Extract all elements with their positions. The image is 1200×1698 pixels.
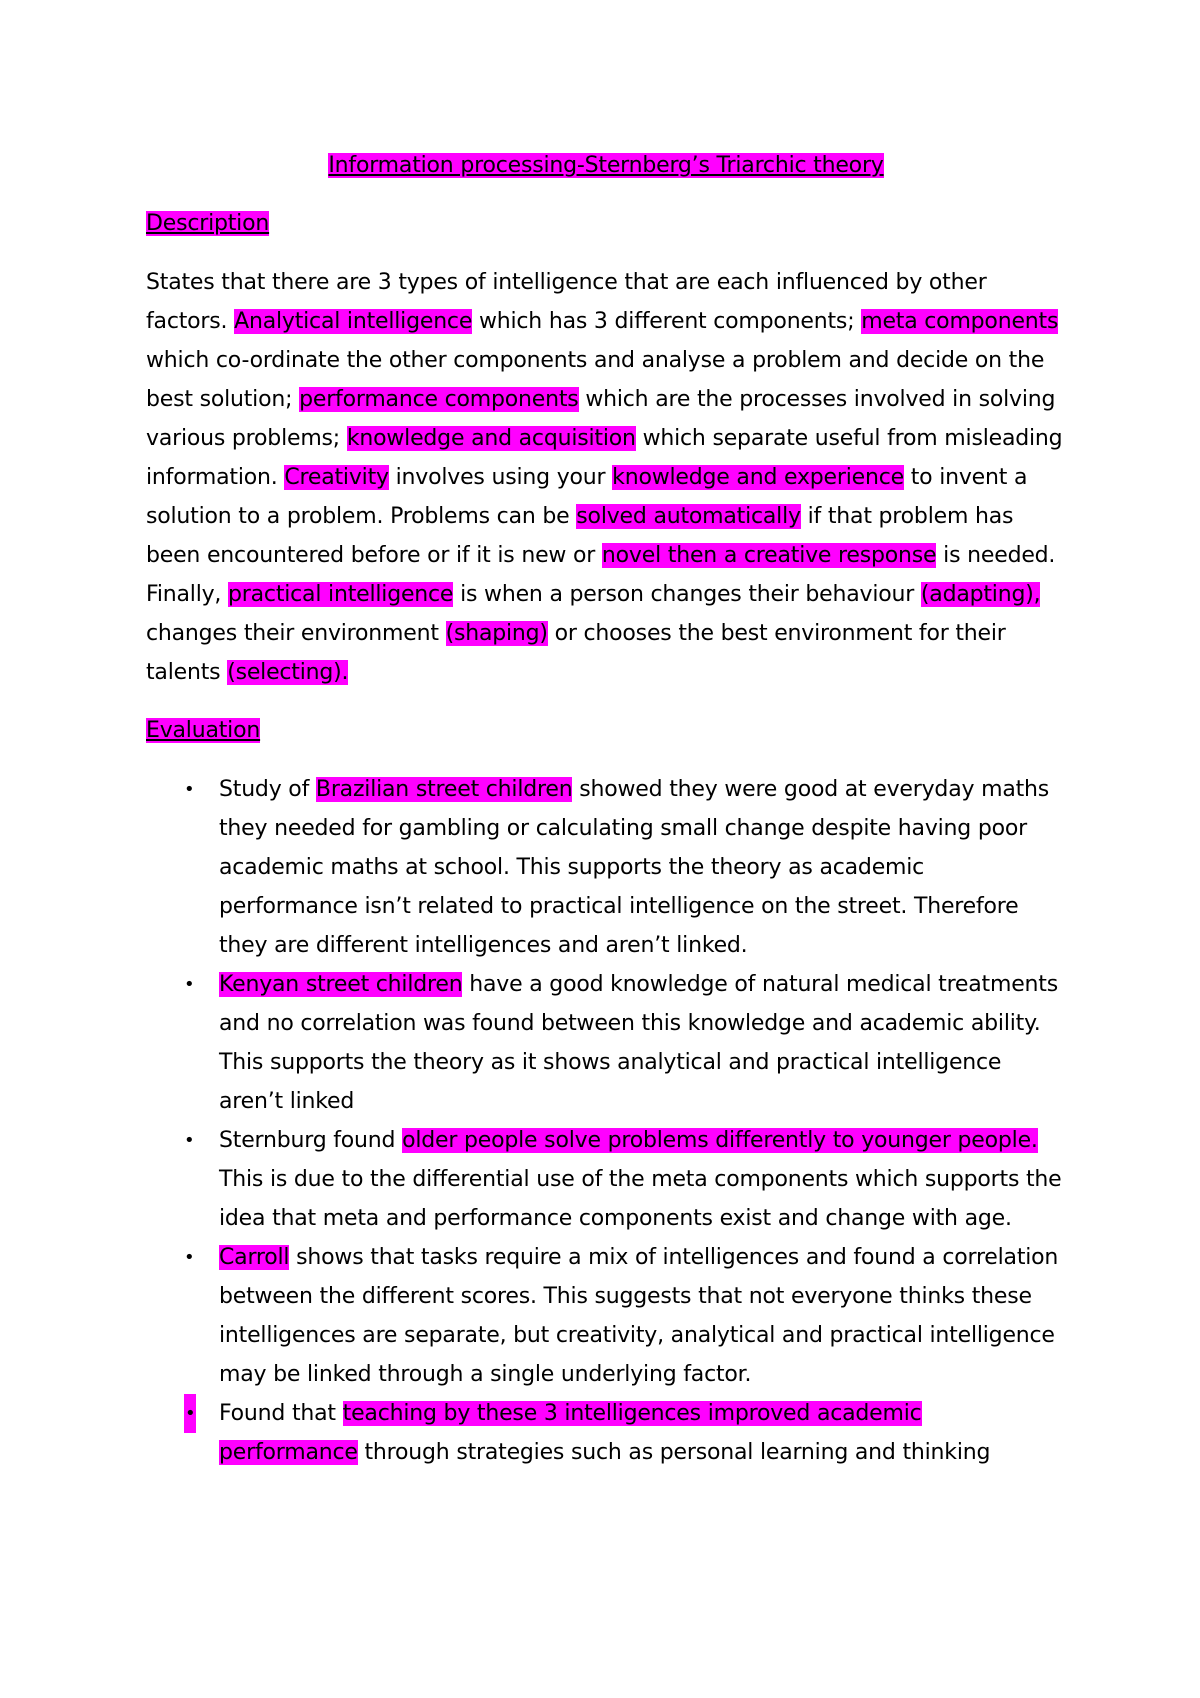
highlighted-text: Carroll <box>219 1245 290 1270</box>
highlighted-text: (adapting), <box>920 582 1041 607</box>
body-text: to invent a solution to a problem. Problems can be <box>146 465 1028 529</box>
evaluation-heading <box>146 711 1066 750</box>
highlighted-text: older people solve problems differently to younger people. <box>402 1128 1038 1153</box>
description-paragraph <box>146 263 1066 692</box>
highlighted-text: Creativity <box>284 465 389 490</box>
evaluation-item <box>146 1121 1066 1238</box>
highlighted-text: meta components <box>861 309 1059 334</box>
highlighted-text: Brazilian street children <box>315 777 573 802</box>
body-text: Found that <box>219 1401 343 1426</box>
highlighted-text: novel then a creative response <box>601 543 937 568</box>
description-heading <box>146 204 1066 243</box>
bullet-icon: • <box>184 1247 195 1268</box>
body-text: which separate useful from misleading information. <box>146 426 1063 490</box>
body-text: if that problem has been encountered before or if it is new or <box>146 504 1014 568</box>
body-text: States that there are 3 types of intelligence that are each influenced by other factors. <box>146 270 987 334</box>
body-text: which are the processes involved in solving various problems; <box>146 387 1056 451</box>
highlighted-text: knowledge and acquisition <box>346 426 636 451</box>
highlighted-text: teaching by these 3 intelligences improved academic performance <box>219 1401 922 1465</box>
highlighted-text: solved automatically <box>576 504 801 529</box>
evaluation-item <box>146 1238 1066 1394</box>
evaluation-heading-text: Evaluation <box>146 718 261 743</box>
bullet-icon: • <box>184 779 195 800</box>
highlighted-text: performance components <box>299 387 579 412</box>
body-text: shows that tasks require a mix of intelligences and found a correlation between the different scores. This suggests that not everyone thinks these intelligences are separate, but creativity, analytical and practical intelligence may be linked through a single underlying factor. <box>219 1245 1059 1387</box>
body-text: Study of <box>219 777 316 802</box>
bullet-icon: • <box>184 1394 196 1433</box>
highlighted-text: Kenyan street children <box>219 972 463 997</box>
highlighted-text: (selecting). <box>227 660 349 685</box>
document-title-text: Information processing-Sternberg’s Triarchic theory <box>328 153 884 178</box>
bullet-icon: • <box>184 974 195 995</box>
body-text: This is due to the differential use of the meta components which supports the idea that meta and performance components exist and change with age. <box>219 1167 1062 1231</box>
document-body <box>146 146 1066 1472</box>
body-text: showed they were good at everyday maths they needed for gambling or calculating small change despite having poor academic maths at school. This supports the theory as academic performance isn’t related to practical intelligence on the street. Therefore they are different intelligences and aren’t linked. <box>219 777 1050 958</box>
body-text: Sternburg found <box>219 1128 403 1153</box>
body-text: which has 3 different components; <box>472 309 862 334</box>
evaluation-item <box>146 965 1066 1121</box>
evaluation-item <box>146 770 1066 965</box>
body-text: involves using your <box>388 465 613 490</box>
body-text: have a good knowledge of natural medical treatments and no correlation was found between this knowledge and academic ability. This supports the theory as it shows analytical and practical intelligence aren’t linked <box>219 972 1058 1114</box>
body-text: which co-ordinate the other components and analyse a problem and decide on the best solution; <box>146 348 1045 412</box>
description-heading-text: Description <box>146 211 270 236</box>
body-text: through strategies such as personal learning and thinking <box>357 1440 991 1465</box>
bullet-icon: • <box>184 1130 195 1151</box>
body-text: or chooses the best environment for their talents <box>146 621 1006 685</box>
document-title <box>146 146 1066 185</box>
highlighted-text: practical intelligence <box>228 582 454 607</box>
highlighted-text: knowledge and experience <box>612 465 904 490</box>
body-text: is when a person changes their behaviour <box>453 582 921 607</box>
highlighted-text: (shaping) <box>445 621 548 646</box>
evaluation-item <box>146 1394 1066 1472</box>
evaluation-list <box>146 770 1066 1472</box>
body-text: is needed. Finally, <box>146 543 1056 607</box>
highlighted-text: Analytical intelligence <box>234 309 473 334</box>
body-text: changes their environment <box>146 621 446 646</box>
